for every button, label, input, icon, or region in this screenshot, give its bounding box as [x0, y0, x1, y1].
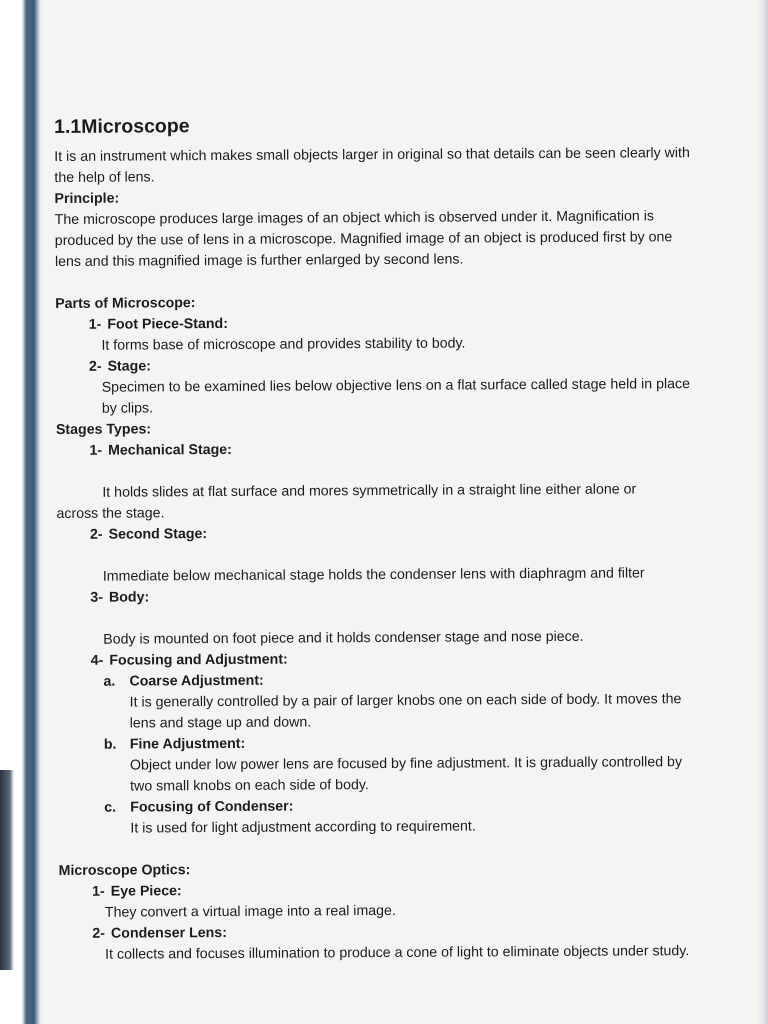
item-title: Focusing and Adjustment: — [109, 651, 288, 669]
item-title: Condenser Lens: — [110, 924, 227, 942]
item-text: It forms base of microscope and provides stability to body. — [101, 335, 466, 354]
item-text: Specimen to be examined lies below objective lens on a flat surface called stage held in place by clips. — [101, 376, 691, 417]
item-number: 3- — [90, 589, 104, 606]
intro-paragraph: It is an instrument which makes small objects larger in original so that details can be seen clearly with the help of lens. — [54, 145, 690, 186]
item-number: 2- — [88, 358, 102, 375]
item-title: Eye Piece: — [110, 883, 182, 900]
stages-heading: Stages Types: — [55, 421, 152, 438]
sub-item-text: It is used for light adjustment according to requirement. — [130, 818, 476, 837]
item-title: Body: — [108, 589, 150, 606]
item-title: Mechanical Stage: — [108, 441, 232, 459]
item-number: 2- — [89, 526, 103, 543]
item-number: 4- — [90, 652, 104, 669]
sub-item-letter: c. — [104, 799, 117, 816]
item-text-continued: across the stage. — [56, 505, 165, 522]
principle-paragraph: The microscope produces large images of an object which is observed under it. Magnification is produced by the use of lens in a microscope. Magnified image of an object is produced first by one lens and this magnified image is further enlarged by second lens. — [54, 208, 673, 270]
item-text: It collects and focuses illumination to produce a cone of light to eliminate objects under study. — [105, 943, 690, 963]
item-number: 1- — [89, 442, 103, 459]
page-right-edge — [758, 0, 768, 1024]
optics-heading: Microscope Optics: — [58, 862, 191, 879]
principle-heading: Principle: — [54, 190, 120, 207]
item-number: 2- — [92, 925, 106, 942]
sub-item-text: Object under low power lens are focused by fine adjustment. It is gradually controlled by two small knobs on each side of body. — [129, 754, 683, 795]
binding-shadow — [0, 770, 14, 970]
item-text: Immediate below mechanical stage holds the condenser lens with diaphragm and filter — [102, 565, 645, 585]
parts-heading: Parts of Microscope: — [55, 295, 196, 312]
page-binding-edge — [0, 0, 44, 1024]
sub-item-title: Fine Adjustment: — [129, 735, 246, 753]
item-number: 1- — [88, 316, 102, 333]
item-text: It holds slides at flat surface and mores symmetrically in a straight line either alone or — [102, 481, 637, 501]
sub-item-text: It is generally controlled by a pair of larger knobs one on each side of body. It moves the lens and stage up and down. — [129, 691, 682, 732]
item-text: They convert a virtual image into a real image. — [104, 902, 396, 921]
item-number: 1- — [92, 883, 105, 900]
sub-item-letter: a. — [103, 673, 116, 690]
document-page — [54, 108, 699, 966]
item-title: Foot Piece-Stand: — [107, 315, 228, 333]
document-title: 1.1Microscope — [54, 115, 190, 138]
item-title: Stage: — [107, 358, 151, 375]
item-title: Second Stage: — [108, 526, 208, 543]
item-text: Body is mounted on foot piece and it holds condenser stage and nose piece. — [103, 628, 584, 648]
sub-item-title: Focusing of Condenser: — [130, 798, 294, 816]
sub-item-title: Coarse Adjustment: — [129, 672, 264, 690]
sub-item-letter: b. — [103, 736, 117, 753]
